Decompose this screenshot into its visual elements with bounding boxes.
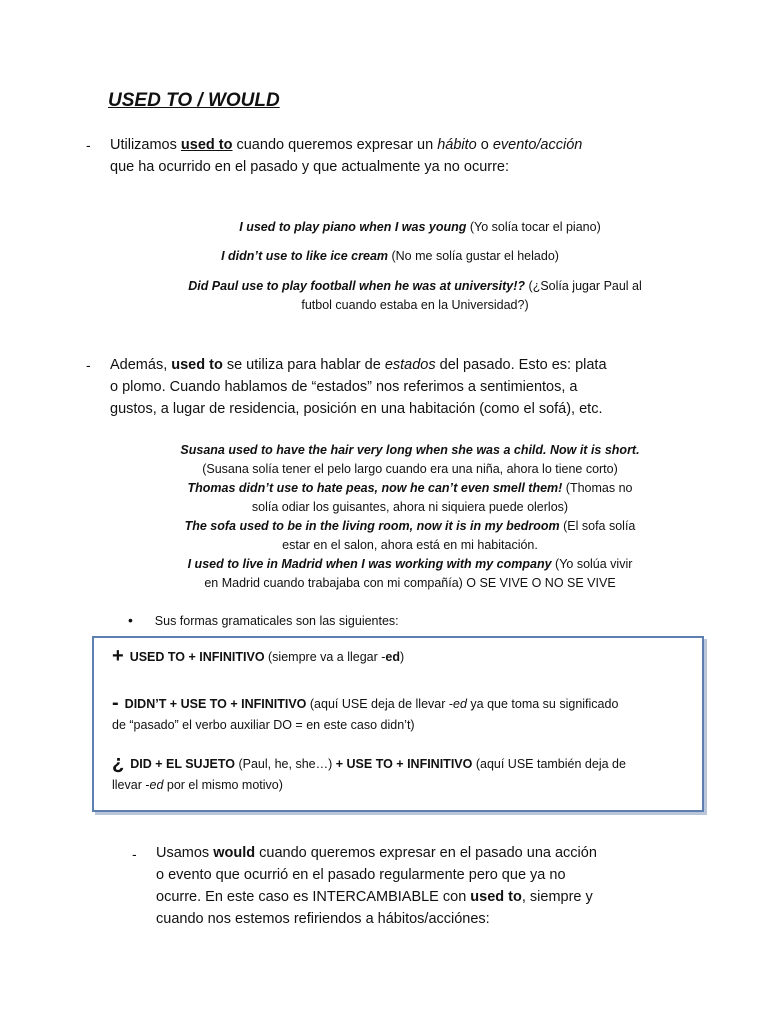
paragraph-line: Usamos would cuando queremos expresar en el pasado una acción <box>156 845 597 861</box>
affirmative-form: + USED TO + INFINITIVO (siempre va a llegar -ed) <box>112 645 405 667</box>
paragraph-line: que ha ocurrido en el pasado y que actualmente ya no ocurre: <box>110 159 510 175</box>
used-to-term: used to <box>171 357 223 373</box>
examples-block-1c <box>160 277 670 315</box>
example-line: futbol cuando estaba en la Universidad?) <box>301 298 529 312</box>
question-mark-icon: ¿ <box>112 752 125 774</box>
paragraph-line: o evento que ocurrió en el pasado regularmente pero que ya no <box>156 867 566 883</box>
bullet-icon: • <box>128 612 133 628</box>
example-line: Did Paul use to play football when he was at university!? (¿Solía jugar Paul al <box>188 279 642 293</box>
example-line: (Susana solía tener el pelo largo cuando era una niña, ahora lo tiene corto) <box>202 462 618 476</box>
list-dash: - <box>132 846 137 862</box>
example-line: en Madrid cuando trabajaba con mi compañía) O SE VIVE O NO SE VIVE <box>204 576 616 590</box>
example-line: I used to play piano when I was young (Yo solía tocar el piano) <box>239 220 601 234</box>
used-to-term: used to <box>470 889 522 905</box>
minus-icon: - <box>112 692 119 714</box>
question-form: ¿ DID + EL SUJETO (Paul, he, she…) + USE TO + INFINITIVO (aquí USE también deja de llevar -ed por el mismo motivo) <box>112 752 626 792</box>
paragraph-used-to-habit <box>110 134 670 178</box>
examples-block-2 <box>150 441 670 593</box>
paragraph-used-to-states <box>110 354 670 420</box>
would-term: would <box>213 845 256 861</box>
bullet-text: Sus formas gramaticales son las siguientes: <box>154 614 399 628</box>
page-title: USED TO / WOULD <box>108 90 280 111</box>
list-dash: - <box>86 137 91 153</box>
example-line: estar en el salon, ahora está en mi habitación. <box>282 538 538 552</box>
grammar-forms-box <box>92 636 704 812</box>
paragraph-line: cuando nos estemos refiriendos a hábitos/acciónes: <box>156 911 490 927</box>
example-line: The sofa used to be in the living room, now it is in my bedroom (El sofa solía <box>184 519 636 533</box>
plus-icon: + <box>112 645 124 667</box>
paragraph-line: Utilizamos used to cuando queremos expresar un hábito o evento/acción <box>110 137 583 153</box>
example-line: Thomas didn’t use to hate peas, now he can’t even smell them! (Thomas no <box>187 481 633 495</box>
paragraph-line: o plomo. Cuando hablamos de “estados” nos referimos a sentimientos, a <box>110 379 578 395</box>
list-dash: - <box>86 357 91 373</box>
bullet-item <box>128 612 399 628</box>
paragraph-line: ocurre. En este caso es INTERCAMBIABLE con used to, siempre y <box>156 889 593 905</box>
used-to-term: used to <box>180 137 233 153</box>
paragraph-line: gustos, a lugar de residencia, posición en una habitación (como el sofá), etc. <box>110 401 603 417</box>
examples-block-1 <box>150 218 670 237</box>
negative-form: - DIDN’T + USE TO + INFINITIVO (aquí USE deja de llevar -ed ya que toma su significado de “pasado” el verbo auxiliar DO = en este caso didn’t) <box>112 692 619 732</box>
examples-block-1b <box>150 247 630 266</box>
paragraph-would <box>156 842 676 930</box>
example-line: solía odiar los guisantes, ahora ni siquiera puede olerlos) <box>251 500 569 514</box>
paragraph-line: Además, used to se utiliza para hablar de estados del pasado. Esto es: plata <box>110 357 607 373</box>
example-line: I didn’t use to like ice cream (No me solía gustar el helado) <box>221 249 559 263</box>
example-line: Susana used to have the hair very long when she was a child. Now it is short. <box>180 443 640 457</box>
example-line: I used to live in Madrid when I was working with my company (Yo solúa vivir <box>187 557 633 571</box>
